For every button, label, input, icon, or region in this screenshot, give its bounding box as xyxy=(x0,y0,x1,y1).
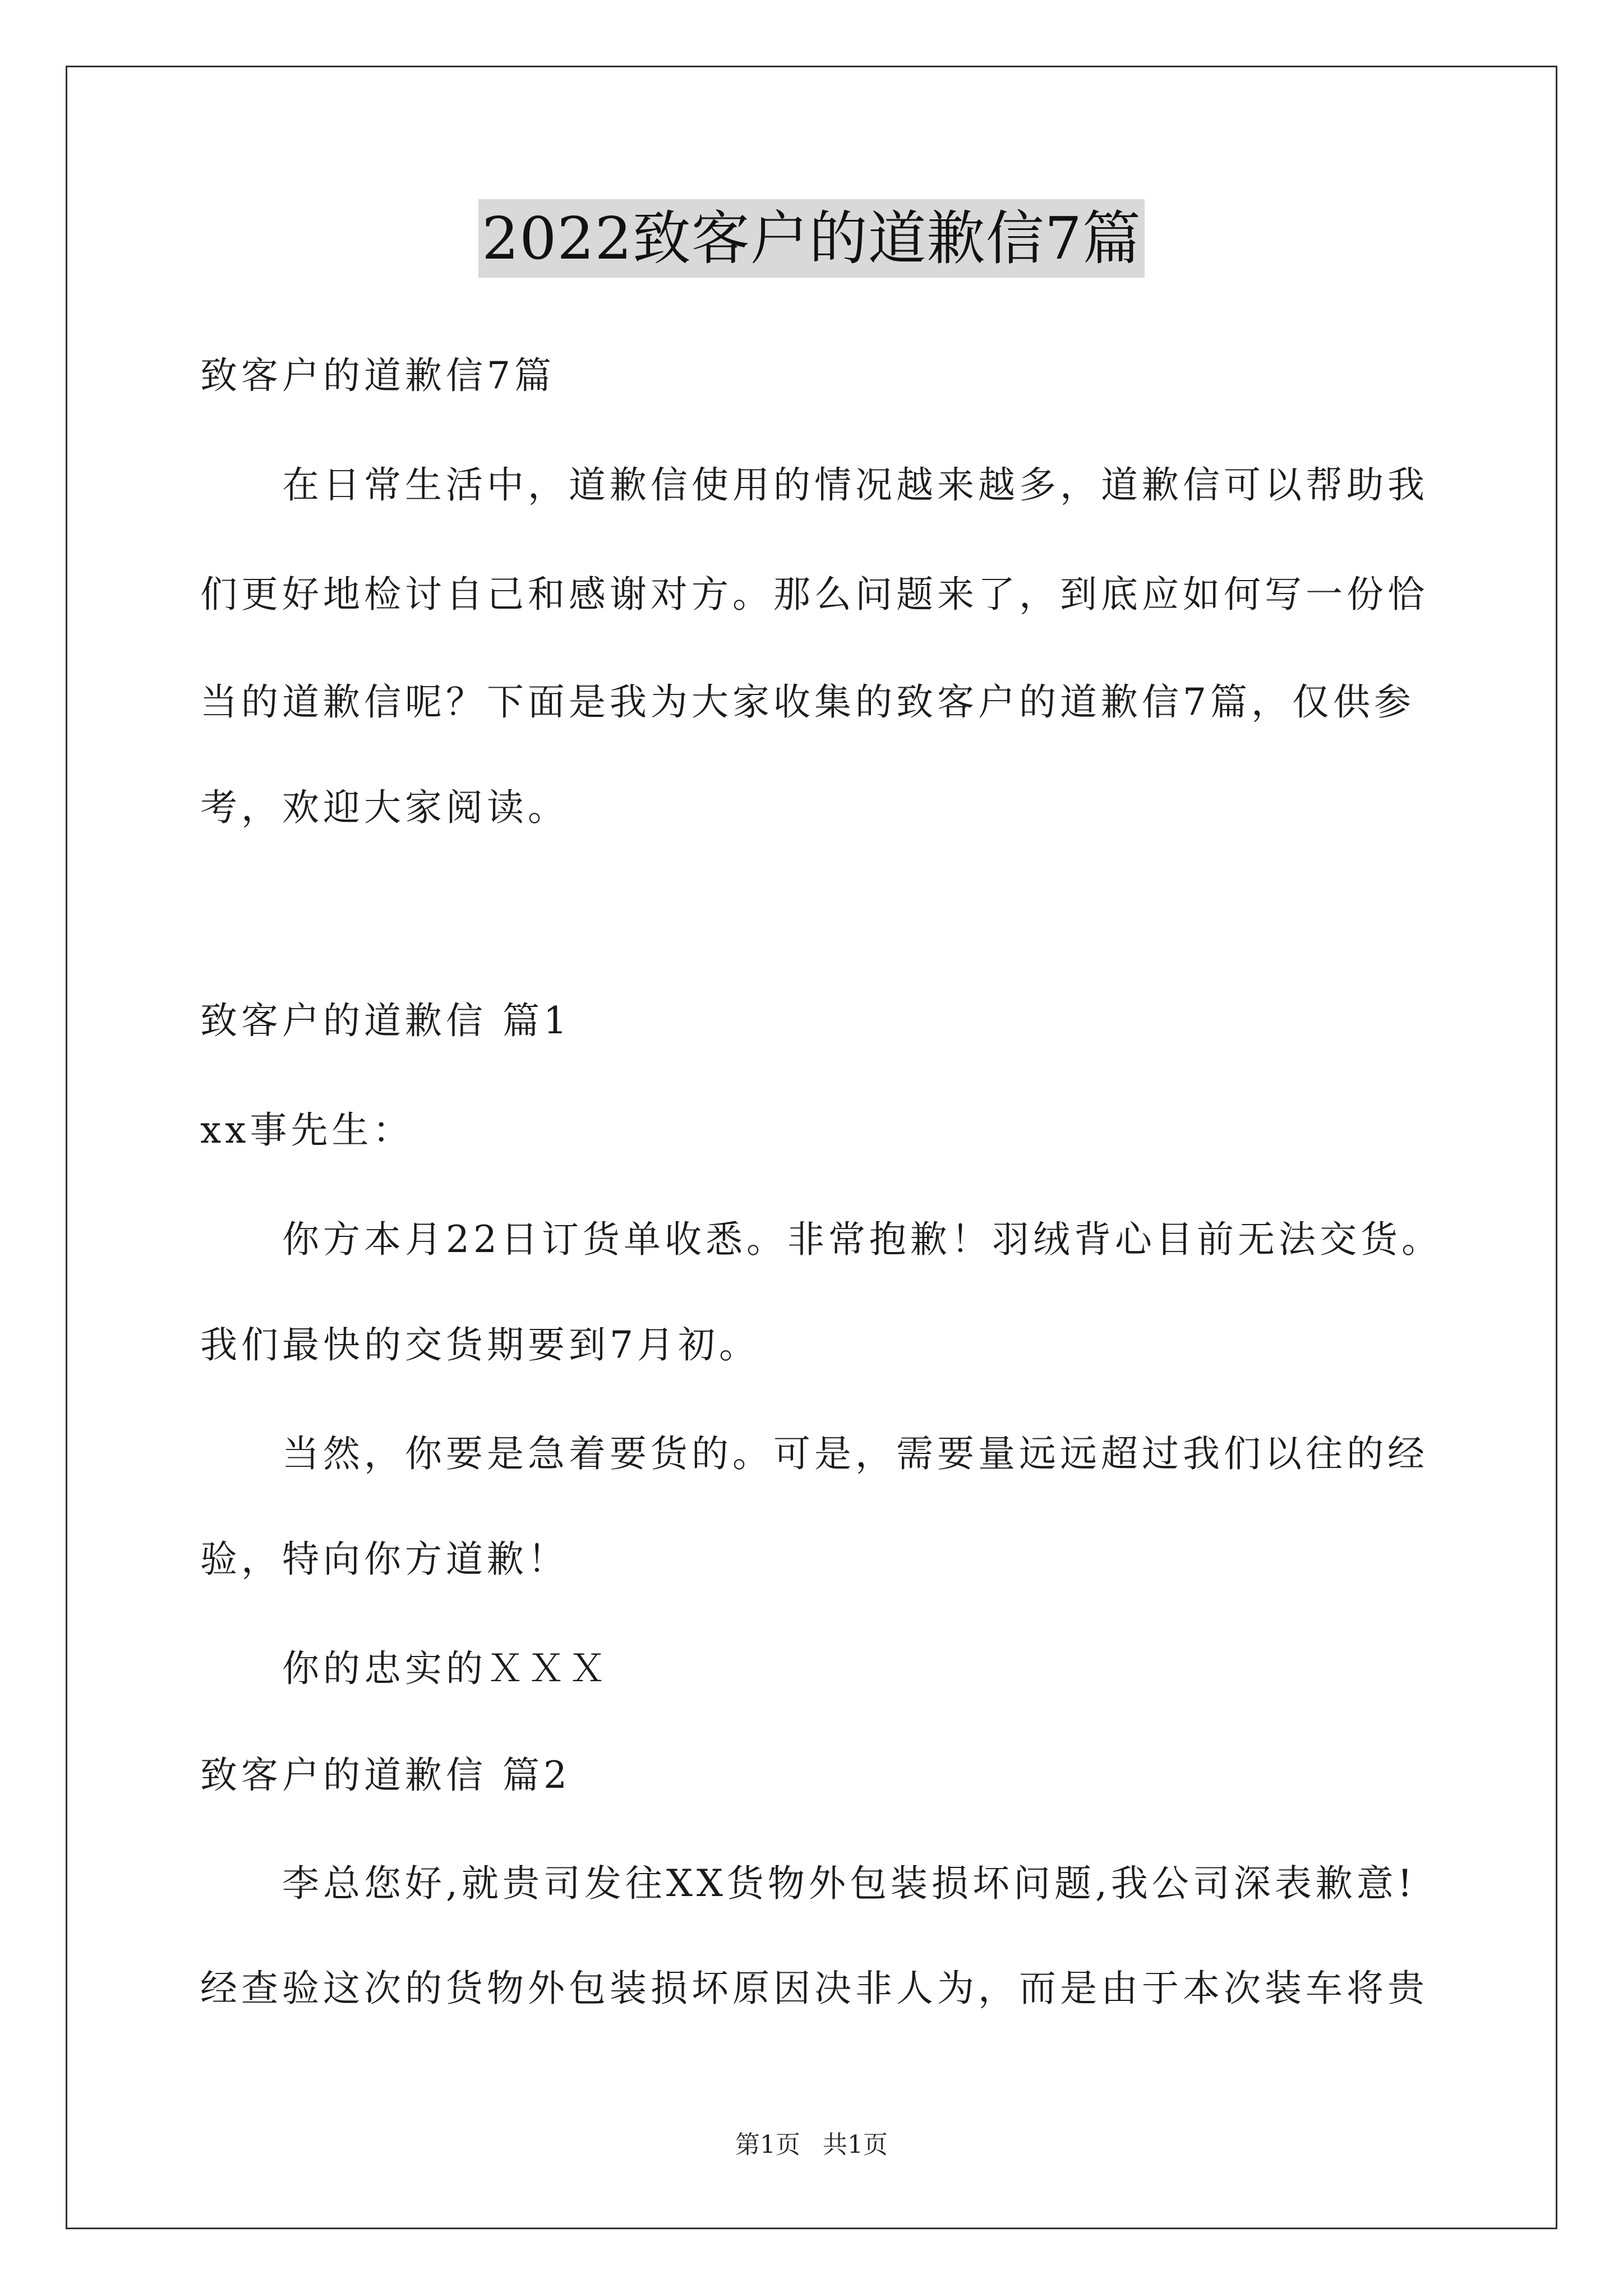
intro-line-3: 当的道歉信呢？下面是我为大家收集的致客户的道歉信7篇，仅供参 xyxy=(200,680,1415,724)
salutation-line: xx事先生： xyxy=(200,1108,414,1152)
letter1-line-1: 你方本月22日订货单收悉。非常抱歉！羽绒背心目前无法交货。 xyxy=(282,1218,1442,1261)
intro-line-4: 考，欢迎大家阅读。 xyxy=(200,786,569,829)
subtitle-line: 致客户的道歉信7篇 xyxy=(200,354,555,397)
title-container xyxy=(0,199,1623,278)
section-heading-1: 致客户的道歉信 篇1 xyxy=(200,999,571,1042)
page-total: 共1页 xyxy=(823,2131,888,2159)
letter2-line-1: 李总您好,就贵司发往XX货物外包装损坏问题,我公司深表歉意! xyxy=(282,1862,1417,1905)
letter1-line-3: 当然，你要是急着要货的。可是，需要量远远超过我们以往的经 xyxy=(282,1432,1428,1475)
letter2-line-2: 经查验这次的货物外包装损坏原因决非人为，而是由于本次装车将贵 xyxy=(200,1967,1428,2010)
intro-line-2: 们更好地检讨自己和感谢对方。那么问题来了，到底应如何写一份恰 xyxy=(200,573,1428,616)
letter1-line-2: 我们最快的交货期要到7月初。 xyxy=(200,1323,760,1366)
section-heading-2: 致客户的道歉信 篇2 xyxy=(200,1754,571,1797)
page-number: 第1页 xyxy=(735,2131,800,2159)
page-footer xyxy=(0,2129,1623,2161)
document-title: 2022致客户的道歉信7篇 xyxy=(478,199,1145,278)
letter1-line-4: 验，特向你方道歉！ xyxy=(200,1538,569,1581)
intro-line-1: 在日常生活中，道歉信使用的情况越来越多，道歉信可以帮助我 xyxy=(282,463,1428,507)
letter1-signature: 你的忠实的ＸＸＸ xyxy=(282,1647,610,1690)
